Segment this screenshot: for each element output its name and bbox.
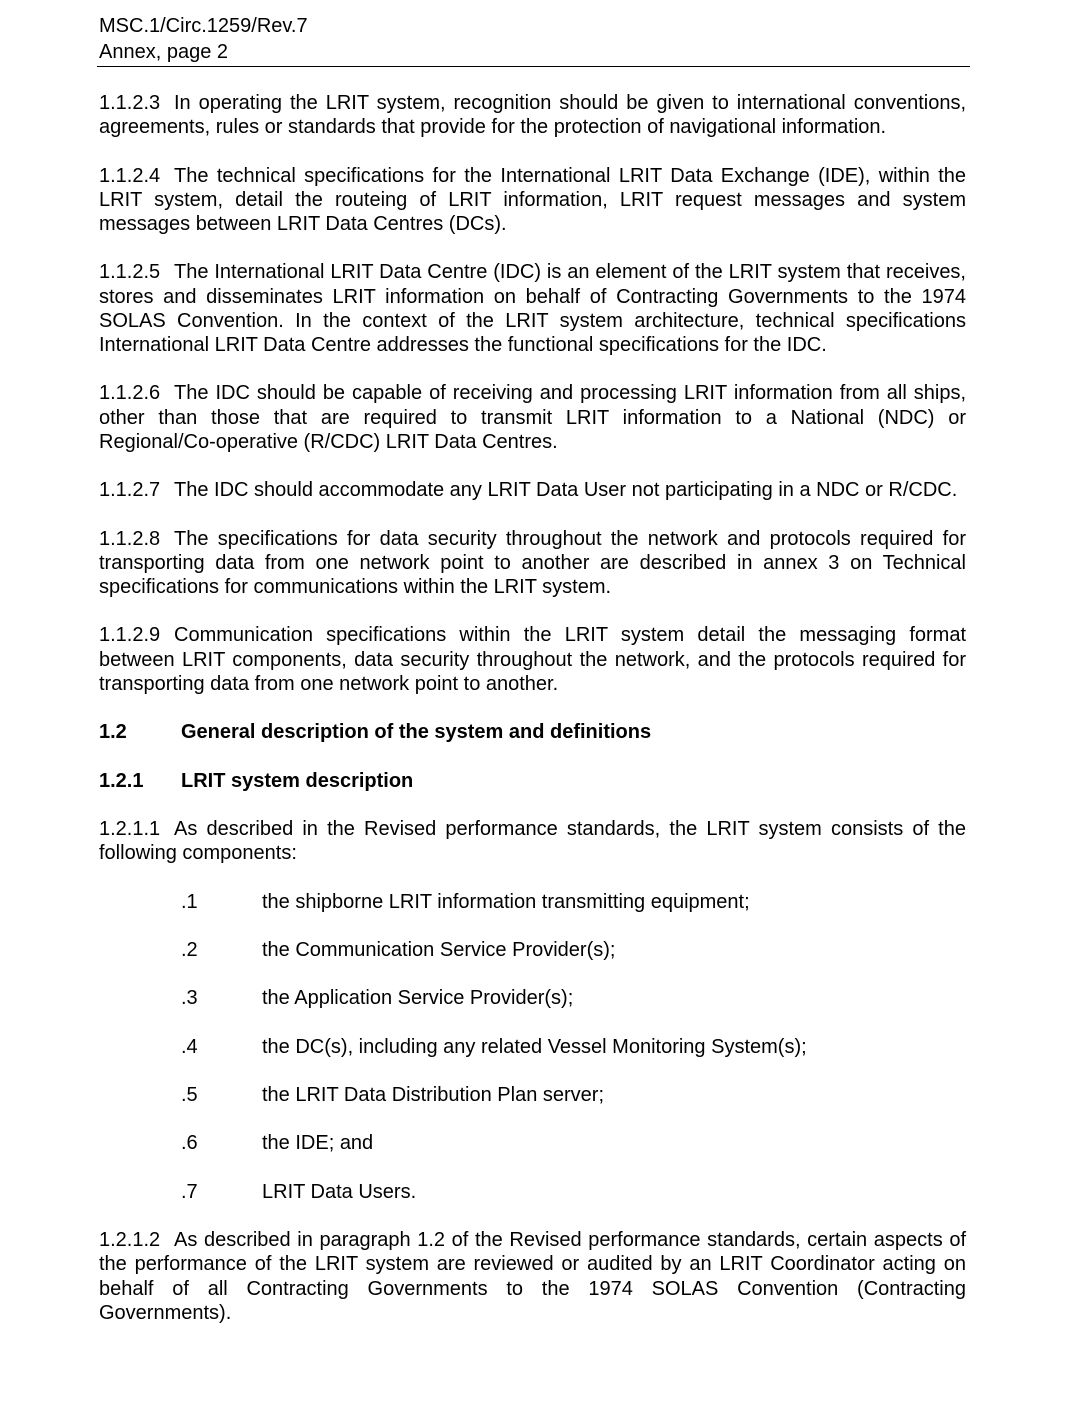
paragraph-text: The IDC should be capable of receiving and processing LRIT information from all ships, other than those that are required to transmit LRIT information to a National (NDC) or Regional/Co-operative (R/CDC) LRIT Data Centres. — [99, 382, 966, 453]
paragraph-number: 1.2.1.1 — [99, 817, 161, 840]
list-marker: .3 — [181, 987, 198, 1010]
paragraph-1-1-2-6 — [99, 381, 966, 454]
list-marker: .7 — [181, 1180, 198, 1203]
section-heading-1-2-1 — [99, 769, 966, 793]
list-item-text: LRIT Data Users. — [262, 1180, 417, 1203]
components-list — [99, 890, 966, 1204]
section-title: LRIT system description — [181, 769, 414, 792]
list-item — [99, 1083, 966, 1107]
page-reference: Annex, page 2 — [99, 41, 228, 63]
paragraph-number: 1.1.2.9 — [99, 624, 161, 647]
paragraph-number: 1.1.2.4 — [99, 164, 161, 187]
paragraph-number: 1.1.2.7 — [99, 479, 161, 502]
paragraph-text: As described in the Revised performance standards, the LRIT system consists of the following components: — [99, 817, 966, 865]
paragraph-number: 1.1.2.6 — [99, 382, 161, 405]
list-item-text: the DC(s), including any related Vessel Monitoring System(s); — [262, 1035, 807, 1058]
paragraph-text: The specifications for data security throughout the network and protocols required for transporting data from one network point to another are described in annex 3 on Technical specifications for communications within the LRIT system. — [99, 527, 966, 598]
paragraph-text: In operating the LRIT system, recognition should be given to international conventions, agreements, rules or standards that provide for the protection of navigational information. — [99, 92, 966, 139]
paragraph-1-1-2-4 — [99, 164, 966, 237]
paragraph-text: As described in paragraph 1.2 of the Revised performance standards, certain aspects of the performance of the LRIT system are reviewed or audited by an LRIT Coordinator acting on behalf of all Contracting Governments to the 1974 SOLAS Convention (Contracting Governments). — [99, 1229, 966, 1324]
paragraph-1-2-1-2 — [99, 1228, 966, 1325]
paragraph-text: Communication specifications within the LRIT system detail the messaging format between LRIT components, data security throughout the network, and the protocols required for transporting data from one network point to another. — [99, 624, 966, 695]
list-marker: .5 — [181, 1084, 198, 1107]
list-item — [99, 938, 966, 962]
section-heading-1-2 — [99, 720, 966, 744]
paragraph-text: The IDC should accommodate any LRIT Data User not participating in a NDC or R/CDC. — [174, 479, 958, 502]
list-item — [99, 986, 966, 1010]
list-item — [99, 1180, 966, 1204]
paragraph-text: The technical specifications for the International LRIT Data Exchange (IDE), within the LRIT system, detail the routeing of LRIT information, LRIT request messages and system messages between LRIT Data Centres (DCs). — [99, 164, 966, 235]
list-item-text: the LRIT Data Distribution Plan server; — [262, 1084, 605, 1107]
document-symbol: MSC.1/Circ.1259/Rev.7 — [99, 15, 308, 37]
list-marker: .6 — [181, 1132, 198, 1155]
paragraph-1-1-2-8 — [99, 527, 966, 600]
list-marker: .2 — [181, 938, 198, 961]
paragraph-number: 1.1.2.8 — [99, 527, 161, 550]
list-item — [99, 1131, 966, 1155]
page-header — [99, 13, 969, 65]
header-rule — [97, 66, 970, 67]
paragraph-number: 1.1.2.3 — [99, 92, 161, 114]
paragraph-1-1-2-7 — [99, 478, 966, 502]
paragraph-1-1-2-5 — [99, 260, 966, 357]
list-item — [99, 890, 966, 914]
paragraph-number: 1.1.2.5 — [99, 261, 161, 284]
list-item-text: the IDE; and — [262, 1132, 374, 1155]
paragraph-1-1-2-3 — [99, 91, 966, 139]
list-marker: .4 — [181, 1035, 198, 1058]
list-item-text: the Communication Service Provider(s); — [262, 938, 616, 961]
document-body — [99, 91, 966, 1349]
paragraph-text: The International LRIT Data Centre (IDC) is an element of the LRIT system that receives, stores and disseminates LRIT information on behalf of Contracting Governments to the 1974 SOLAS Convention. In the context of the LRIT system architecture, technical specifications International LRIT Data Centre addresses the functional specifications for the IDC. — [99, 261, 966, 356]
list-item — [99, 1035, 966, 1059]
section-number: 1.2 — [99, 721, 127, 744]
paragraph-1-1-2-9 — [99, 623, 966, 696]
section-number: 1.2.1 — [99, 769, 144, 792]
section-title: General description of the system and definitions — [181, 721, 652, 744]
paragraph-1-2-1-1 — [99, 817, 966, 865]
list-item-text: the Application Service Provider(s); — [262, 987, 574, 1010]
list-item-text: the shipborne LRIT information transmitting equipment; — [262, 890, 750, 913]
paragraph-number: 1.2.1.2 — [99, 1229, 161, 1252]
list-marker: .1 — [181, 890, 198, 913]
